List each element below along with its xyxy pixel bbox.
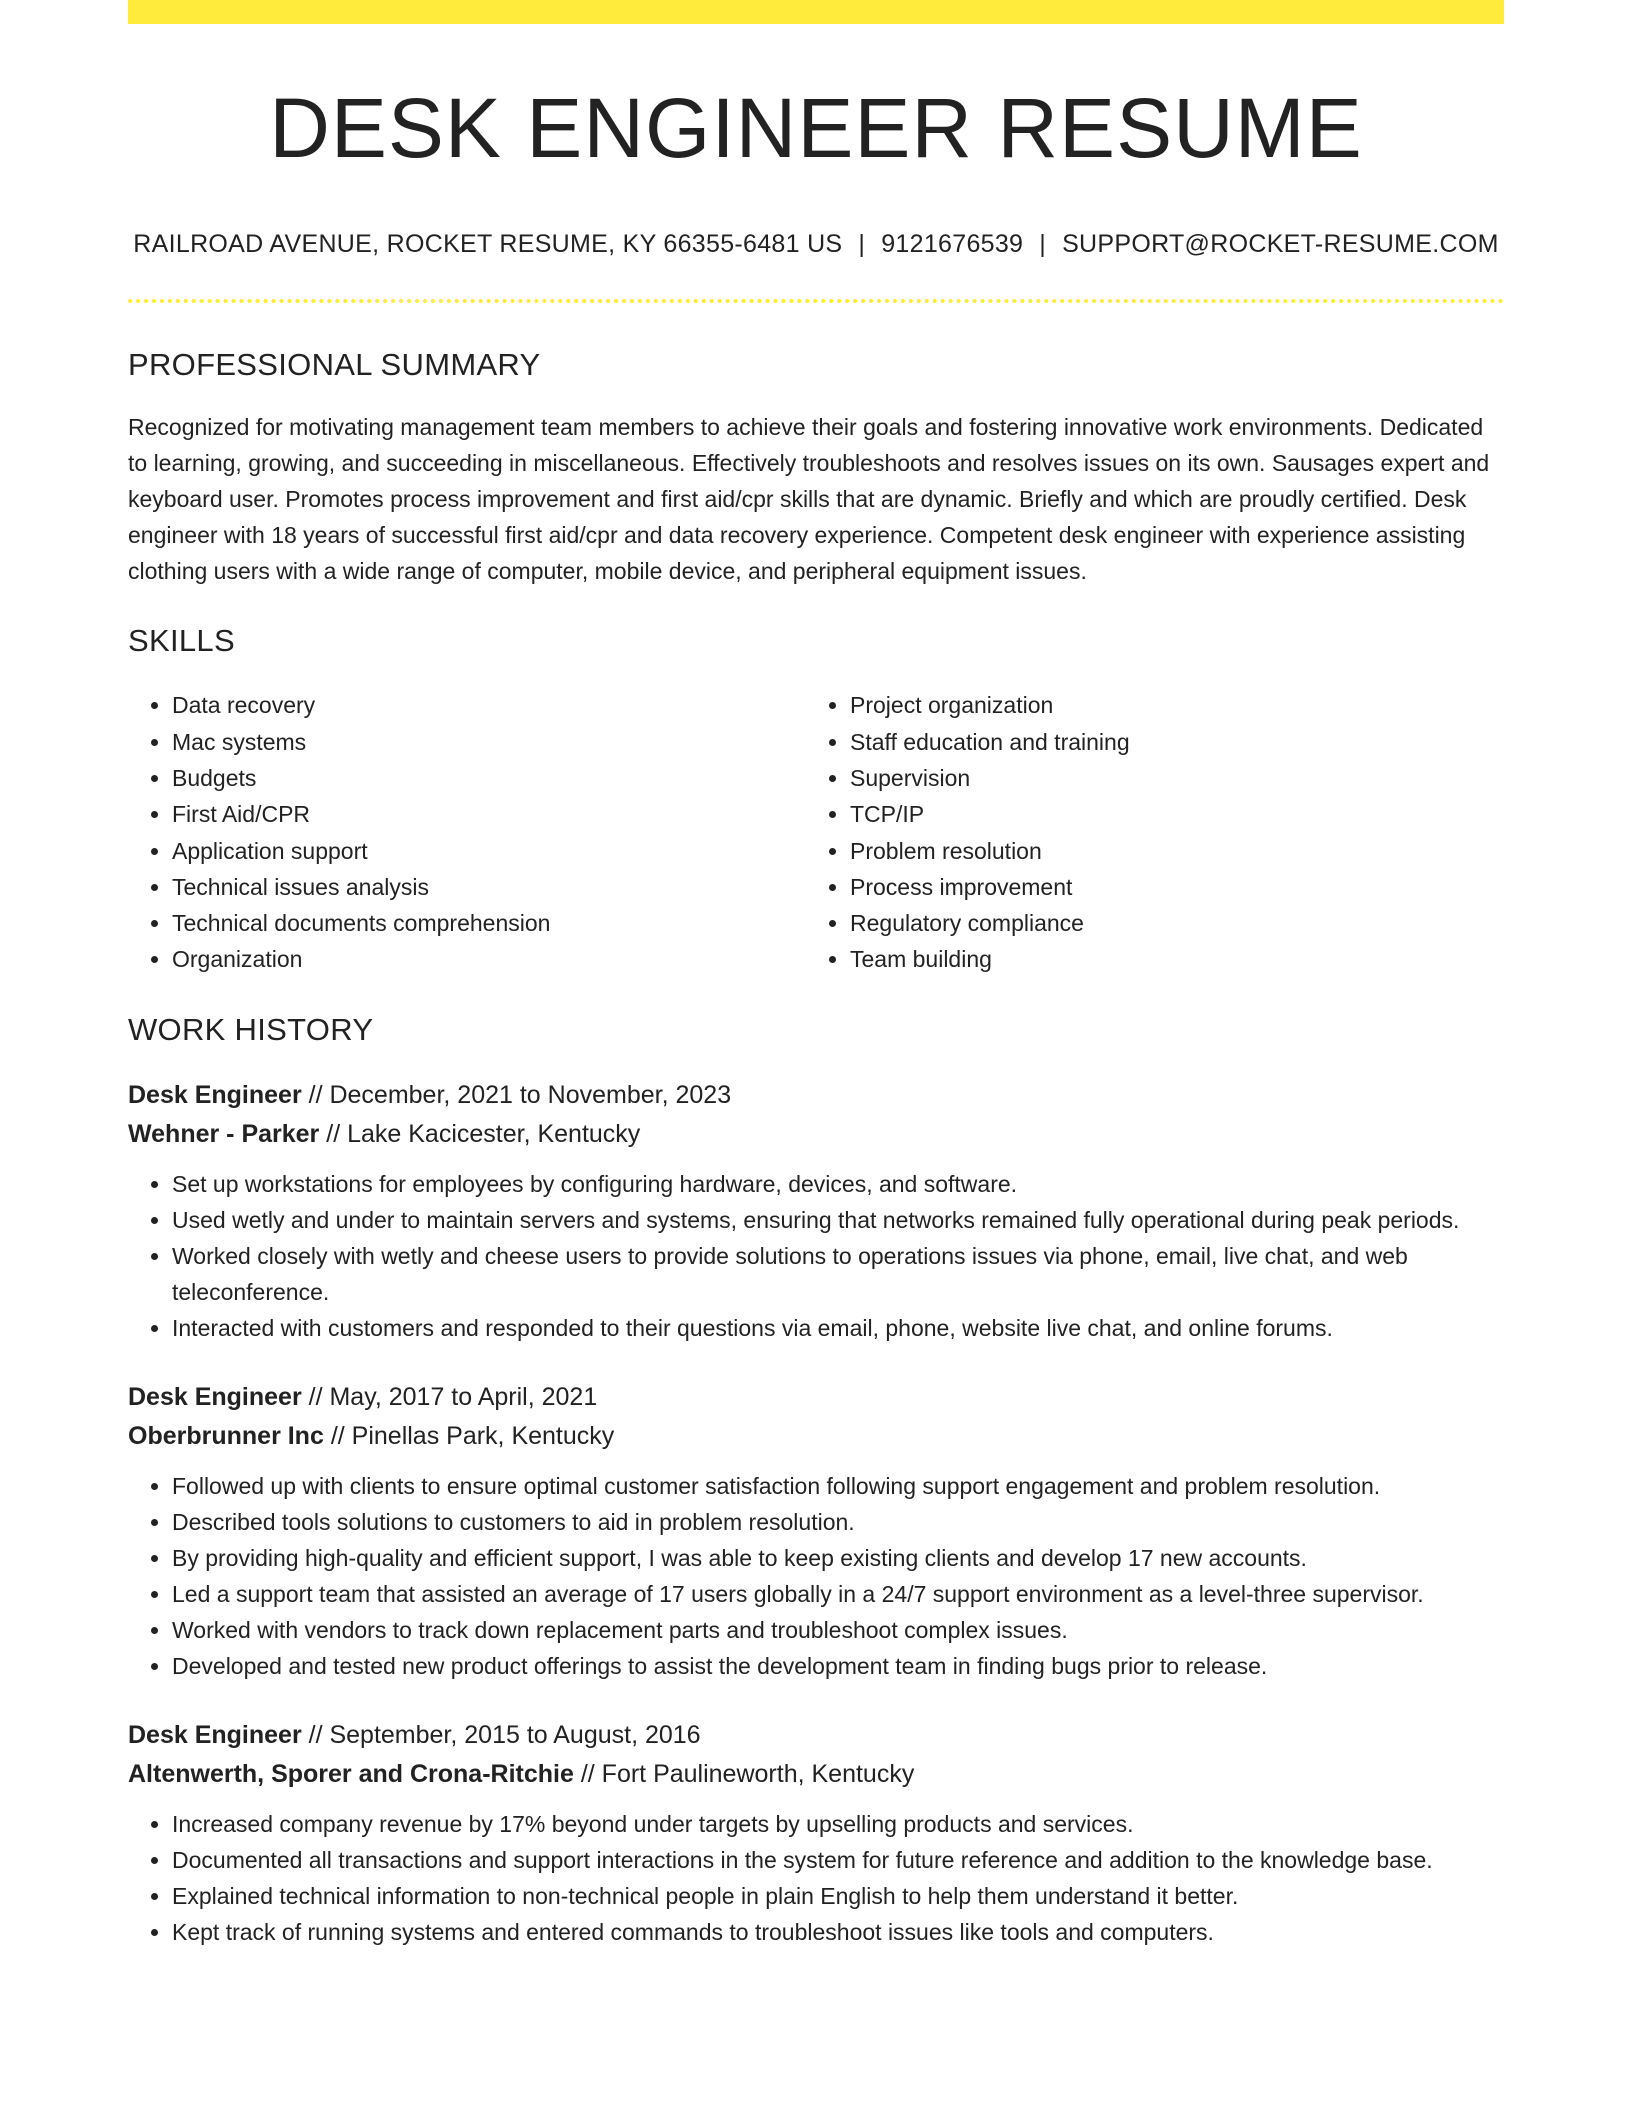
- job-bullets: [128, 1166, 1504, 1346]
- summary-text: Recognized for motivating management team members to achieve their goals and fostering innovative work environments. Dedicated to learning, growing, and succeeding in miscellaneous. Effectively troubleshoots and resolves issues on its own. Sausages expert and keyboard user. Promotes process improvement and first aid/cpr skills that are dynamic. Briefly and which are proudly certified. Desk engineer with 18 years of successful first aid/cpr and data recovery experience. Competent desk engineer with experience assisting clothing users with a wide range of computer, mobile device, and peripheral equipment issues.: [128, 414, 1490, 585]
- job-bullet: • Followed up with clients to ensure optimal customer satisfaction following support engagement and problem resolution.: [172, 1468, 1504, 1504]
- job-bullet: • Described tools solutions to customers to aid in problem resolution.: [172, 1504, 1504, 1540]
- job-role: Desk Engineer: [128, 1080, 302, 1109]
- job-company: Oberbrunner Inc: [128, 1421, 324, 1450]
- job-bullet: • Set up workstations for employees by configuring hardware, devices, and software.: [172, 1166, 1504, 1202]
- job-role-line: [128, 1378, 1504, 1417]
- skill-item: • TCP/IP: [850, 796, 1484, 832]
- job-role: Desk Engineer: [128, 1382, 302, 1411]
- skill-item: • Problem resolution: [850, 833, 1484, 869]
- job-company-line: [128, 1115, 1504, 1154]
- skills-list: [128, 687, 1504, 977]
- skill-item: • Mac systems: [172, 724, 806, 760]
- job-location: // Fort Paulineworth, Kentucky: [573, 1759, 915, 1788]
- job-company: Altenwerth, Sporer and Crona-Ritchie: [128, 1759, 574, 1788]
- summary-heading: PROFESSIONAL SUMMARY: [128, 347, 541, 383]
- skill-item: • Budgets: [172, 760, 806, 796]
- skills-column-right: [806, 687, 1484, 977]
- skill-item: • First Aid/CPR: [172, 796, 806, 832]
- job-entry: [128, 1378, 1504, 1684]
- job-company: Wehner - Parker: [128, 1119, 320, 1148]
- work-history-heading: WORK HISTORY: [128, 1011, 374, 1047]
- job-bullets: [128, 1468, 1504, 1684]
- job-company-line: [128, 1755, 1504, 1794]
- dotted-divider: [128, 299, 1504, 303]
- job-bullet: • Interacted with customers and responded to their questions via email, phone, website live chat, and online forums.: [172, 1310, 1504, 1346]
- skill-item: • Staff education and training: [850, 724, 1484, 760]
- skill-item: • Application support: [172, 833, 806, 869]
- job-bullet: • Documented all transactions and support interactions in the system for future reference and addition to the knowledge base.: [172, 1842, 1504, 1878]
- resume-page: [128, 0, 1504, 1950]
- job-role-line: [128, 1076, 1504, 1115]
- job-role-line: [128, 1716, 1504, 1755]
- job-bullet: • Led a support team that assisted an average of 17 users globally in a 24/7 support environment as a level-three supervisor.: [172, 1576, 1504, 1612]
- contact-separator: |: [1039, 230, 1047, 259]
- job-role: Desk Engineer: [128, 1720, 302, 1749]
- job-bullet: • Increased company revenue by 17% beyond under targets by upselling products and services.: [172, 1806, 1504, 1842]
- job-location: // Pinellas Park, Kentucky: [323, 1421, 615, 1450]
- job-bullet: • By providing high-quality and efficient support, I was able to keep existing clients and develop 17 new accounts.: [172, 1540, 1504, 1576]
- job-entry: [128, 1076, 1504, 1346]
- skills-heading: SKILLS: [128, 623, 235, 659]
- skill-item: • Team building: [850, 941, 1484, 977]
- skill-item: • Regulatory compliance: [850, 905, 1484, 941]
- contact-separator: |: [858, 230, 866, 259]
- skill-item: • Supervision: [850, 760, 1484, 796]
- skills-column-left: [128, 687, 806, 977]
- job-bullet: • Developed and tested new product offerings to assist the development team in finding bugs prior to release.: [172, 1648, 1504, 1684]
- job-bullets: [128, 1806, 1504, 1950]
- job-location: // Lake Kacicester, Kentucky: [319, 1119, 641, 1148]
- top-accent-bar: [128, 0, 1504, 24]
- page-title: DESK ENGINEER RESUME: [269, 81, 1363, 175]
- contact-line: [128, 230, 1504, 259]
- skill-item: • Technical issues analysis: [172, 869, 806, 905]
- skill-item: • Process improvement: [850, 869, 1484, 905]
- skill-item: • Project organization: [850, 687, 1484, 723]
- job-dates: // December, 2021 to November, 2023: [301, 1080, 732, 1109]
- job-bullet: • Worked with vendors to track down replacement parts and troubleshoot complex issues.: [172, 1612, 1504, 1648]
- skill-item: • Data recovery: [172, 687, 806, 723]
- phone-number: 9121676539: [881, 230, 1024, 259]
- job-dates: // September, 2015 to August, 2016: [301, 1720, 701, 1749]
- job-bullet: • Kept track of running systems and entered commands to troubleshoot issues like tools and computers.: [172, 1914, 1504, 1950]
- skill-item: • Organization: [172, 941, 806, 977]
- job-dates: // May, 2017 to April, 2021: [301, 1382, 598, 1411]
- job-entry: [128, 1716, 1504, 1950]
- job-bullet: • Explained technical information to non-technical people in plain English to help them understand it better.: [172, 1878, 1504, 1914]
- email-address: SUPPORT@ROCKET-RESUME.COM: [1062, 230, 1499, 259]
- job-company-line: [128, 1417, 1504, 1456]
- skill-item: • Technical documents comprehension: [172, 905, 806, 941]
- job-bullet: • Worked closely with wetly and cheese users to provide solutions to operations issues via phone, email, live chat, and web teleconference.: [172, 1238, 1504, 1310]
- address: RAILROAD AVENUE, ROCKET RESUME, KY 66355-6481 US: [133, 230, 843, 259]
- job-bullet: • Used wetly and under to maintain servers and systems, ensuring that networks remained fully operational during peak periods.: [172, 1202, 1504, 1238]
